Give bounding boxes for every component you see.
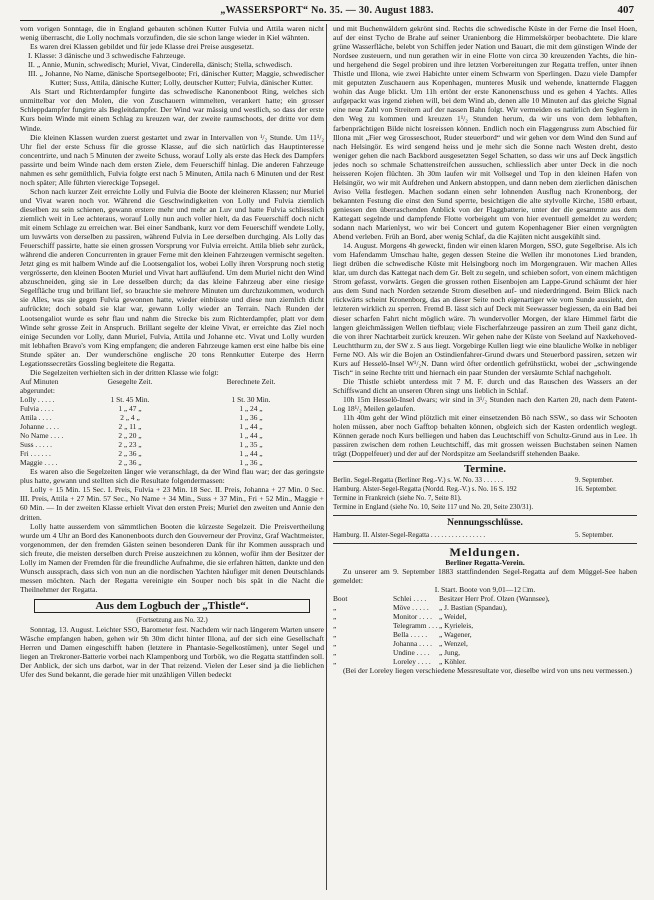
entry-cell: „ (333, 611, 337, 621)
right-column (333, 24, 637, 892)
entry-cell: Undine . . . . (393, 648, 430, 658)
article-paragraph: 11h 40m geht der Wind plötzlich mit einer einsetzenden Bö nach SSW., so dass wir Schooten holen müssen, aber noch Gafftop behalten können, obgleich sich der Kasten ordentlich weglegt. Können gerade noch Kurs belliegen und haben das Leuchtschiff von Schultz-Grund aus in Lee. 1h passiren zwischen dem rothen Leuchtschiff, das mit grossen weissen Buchstaben seinen Namen trägt (Doppelfeuer) und der auf der Nordspitze am Seelandsriff stehenden Baake. (333, 413, 637, 459)
table-row (20, 431, 324, 440)
termine-title: Termine. (463, 463, 507, 476)
termine-list (333, 476, 637, 512)
table-cell: 2 „ 11 „ (118, 422, 142, 432)
table-cell: Attila . . . . (20, 413, 52, 423)
entry-cell: Loreley . . . . (393, 657, 431, 667)
article-paragraph: Es waren also die Segelzeiten länger wie veranschlagt, da der Wind flau war; der das geringste plus hatte, gewann und stellten sich die Resultate folgendermassen: (20, 467, 324, 486)
entry-cell: „ (333, 630, 337, 639)
results-table (20, 395, 324, 467)
entry-row (333, 657, 637, 666)
termin-row (333, 494, 637, 503)
page-number: 407 (617, 4, 634, 16)
table-cell: Fri . . . . . . (20, 449, 51, 459)
nennung-section (333, 515, 637, 539)
meldungen-class: I. Start. Boote von 9,01—12 □m. (434, 584, 536, 594)
table-cell: 1 „ 36 „ (239, 413, 263, 423)
logbook-subtitle: (Fortsetzung aus No. 32.) (136, 616, 208, 624)
header-rule (20, 20, 634, 21)
table-cell: No Name . . . . (20, 431, 64, 441)
table-row (20, 404, 324, 413)
entry-cell: „ (333, 639, 337, 649)
article-paragraph: 10h 15m Hesselö-Insel dwars; wir sind in 3¹/₂ Stunden nach den Karten 20, nach dem Patent-Log 18¹/₂ Meilen gelaufen. (333, 394, 637, 413)
entry-row (333, 612, 637, 621)
entry-cell: Schlei . . . . (393, 593, 427, 603)
termin-row (333, 503, 637, 512)
left-column (20, 24, 324, 892)
entry-row (333, 639, 637, 648)
termine-section (333, 461, 637, 512)
nennung-list (333, 531, 637, 540)
entry-cell: Monitor . . . . (393, 611, 433, 621)
entry-cell: Boot (333, 593, 348, 603)
class-list-item: I. Klasse: 3 dänische und 3 schwedische Fahrzeuge. (28, 51, 186, 61)
table-row (20, 395, 324, 404)
meldungen-note: (Bei der Loreley liegen verschiedene Messresultate vor, dieselbe wird von uns neu vermessen.) (343, 666, 633, 676)
entry-cell: „ Weidel, (439, 611, 467, 621)
article-paragraph: Lolly hatte ausserdem von sämmtlichen Booten die kürzeste Segelzeit. Die Preisvertheilung wurde um 4 Uhr an Bord des Kanonenboots durch den Gouverneur der Provinz, Graf Wachtmeister, vorgenommen, der den fremden Gästen seinen besonderen Dank für ihr Kommen aussprach und sich freute, die meisten derselben durch Preise auszeichnen zu können, wofür ihm der Besitzer der Lolly im Namen der Fremden für die freundliche Aufnahme, die sie erfahren hätten, dankte und den Wunsch aussprach, dass sich von nun an die nordischen Yachten häufiger mit denen Deutschlands messen möchten. Nach der Regatta vereinigte ein Souper noch bis spät in die Nacht die Theilnehmer der Regatta. (20, 521, 324, 594)
nennung-event: Hamburg. II. Alster-Segel-Regatta . . . . . . . . . . . . . . . . (333, 530, 486, 539)
entry-cell: Telegramm . . . (393, 620, 438, 630)
meldungen-section (333, 543, 637, 676)
results-table-header (20, 377, 324, 395)
termin-date (575, 494, 637, 503)
table-cell: 1 „ 44 „ (239, 422, 263, 432)
table-header-cell: Gesegelte Zeit. (107, 376, 153, 386)
entry-cell: Möve . . . . . (393, 602, 429, 612)
table-cell: Fulvia . . . . (20, 403, 54, 413)
table-cell: 1 „ 36 „ (239, 458, 263, 468)
logbook-title: Aus dem Logbuch der „Thistle“. (95, 599, 249, 612)
table-row (20, 422, 324, 431)
entry-cell: „ J. Bastian (Spandau), (439, 602, 507, 612)
article-paragraph: und mit Buchenwäldern gekrönt sind. Rechts die schwedische Küste in der Ferne die Insel Hoen, auf der einst Tycho de Brahe auf seiner Uranienborg die Himmelskörper beobachtete. Die klare grüne Wasserfläche, belebt von Schiffen jeder Nation und Bauart, die mit dem günstigen Winde der Nordsee zusteuern, und nun gerathen wir in eine Flotte von circa 30 kreuzenden Yachts, die hin- und hergehend die Segel probiren und ihre letzten Vorbereitungen zur Regatta treffen, unter ihnen Thistle und Illona, wie zwei Habichte unter einem Schwarm von Sperlingen. Dazu viele Dampfer mit geputzten Zuschauern aus Kopenhagen, munteres Musik und wehende, knatternde Flaggen wohin das Auge blickt. Um 11h ertönt der erste Kanonenschuss und es gehen 4 Yachts. Alles aufgepackt was irgend ziehen will, bei dem Wind ab, denen alle 10 Minuten auf das gleiche Signal eine neue Zahl von Streitern auf der nassen Bahn folgt. Wir vermeiden es natürlich den Seglern in den Weg zu kommen und kreuzen 1¹/₂ Stunden herum, da wir uns von dem lebhaften, farbenprächtigen Bilde nicht losreissen können. Endlich noch ein Flaggengruss zum Abschied für Illona mit „Fier weg Grosseschoot, Ruder steuerbord“ und wir gehen vor dem Wind den Sund auf nach Helsingör. Es wird sengend heiss und je mehr sich die Sonne nach Westen dreht, desto weniger gehen die nach Backbord ausgesetzten Segel Schatten, so dass wir uns auf Deck ängstlich jedes noch so schmale Schattenstreifchen aussuchen, schliesslich aber unter Deck in die noch heisseren Kojen flüchten. 3h 30m laufen wir mit Vollsegel und Top in den kleinen Hafen von Helsingör, wo wir mit Aufdrehen und Ankern abstoppen, und dann neben dem zierlichen dänischen Aviso Vella festlegen. Machen sodann einen sehr lohnenden Ausflug nach Kronenborg, der bekannten Festung die einst den Sund sperrte, besichtigen die alte stylvolle Kirche, 1580 erbaut, geniessen den überraschenden Anblick von der Flaggbatterie, unter der die gesammte aus dem Kattegatt segelnde und dampfende Flotte vorbeigeht um von hier eventuell gemeldet zu werden; sodann nach Marienlyst, wo wir bei Concert und gutem Kopenhagener Bier einen vergnügten Abend verleben. Früh an Bord, aber wenig Schlaf, da die Kajüten nicht ausgekühlt sind. (333, 24, 637, 242)
table-cell: 1 „ 35 „ (239, 440, 263, 450)
entry-cell: „ Köhler. (439, 657, 467, 667)
termin-date: 16. September. (575, 485, 617, 494)
masthead-title: „WASSERSPORT“ No. 35. — 30. August 1883. (220, 5, 434, 16)
article-paragraph: Lolly + 15 Min. 15 Sec. I. Preis, Fulvia + 23 Min. 18 Sec. II. Preis, Johanna + 27 Min. 0 Sec. III. Preis, Attila + 27 Min. 57 Sec., No Name + 34 Min., Suss + 37 Min., Fri + 52 Min., Maggie + 60 Min. — In der zweiten Klasse erhielt Vivat den ersten Preis; Muriel den zweiten und Annie den dritten. (20, 485, 324, 522)
meldungen-paragraph: Zu unserer am 9. September 1883 stattfindenden Segel-Regatta auf dem Müggel-See haben gemeldet: (333, 566, 637, 585)
table-header-cell: Auf Minuten abgerundet: (20, 376, 59, 395)
logbook-heading-frame (34, 599, 310, 613)
table-cell: 2 „ 23 „ (118, 440, 142, 450)
article-paragraph: Die Segelzeiten verhielten sich in der dritten Klasse wie folgt: (30, 367, 219, 377)
entry-cell: „ (333, 657, 337, 667)
termin-date: 9. September. (575, 476, 614, 485)
table-cell: Maggie . . . . (20, 458, 58, 468)
article-paragraph: 14. August. Morgens 4h geweckt, finden wir einen klaren Morgen, SSO, gute Segelbrise. Als ich vom Hafendamm Umschau halte, gegen dessen Steine die Wellen ihr monotones Lied branden, liegt drüben die schwedische Küste mit Helsingborg noch im Morgengrauen. Wir machen Alles klar, um durch das Kattegat nach dem Gr. Belt zu segeln, und schieben sofort, von einem mächtigen Strom gefasst, vorwärts. Gegen die grossen rothen Eisenbojen am Lappe-Grund schäumt der hier aus dem Sund nach Norden setzende Strom dieselben auf- und niederdringend. Beim Blick nach rückwärts scheint Kronenborg, das an dieser Seite noch eigenartiger wie vom Sunde aussieht, den letzteren wirklich zu sperren. Fremd B. lässt sich auf Deck mit Seewasser begiessen, da ein Bad bei dieser scharfen Fahrt nicht möglich wäre. 7h wundervoller Morgen, der klare Himmel färbt die langen gleichmässigen Wellen tiefblau; viele Fischerfahrzeuge passiren an zum Theil ganz dicht, die von ihrer Nachtarbeit zurück kreuzen. Wir gehen nahe der Küste von Seeland auf Naxkehoved-Leuchtthurm zu, der SW z. S aus liegt. Vorgebirge Kullen liegt wie eine blauliche Wolke in nebliger Ferne NO. Als wir die Bojen an Ostindienfahrer-Grund dwars und Steuerbord passiren, setzen wir Kurs auf Hesselö-Insel W¹/₂N. Dann wird öfter ordentlich gefrühstückt, wobei der „schwingende Tisch“ in seine Rechte tritt und hiernach ein paar Stunden der versäumte Schlaf nachgeholt. (333, 241, 637, 377)
article-paragraph: vom vorigen Sonntage, die in England gebauten schönen Kutter Fulvia und Attila waren nicht wenig überrascht, die Lolly nochmals vorzufinden, die sie schon lange wieder in Kiel wähnten. (20, 24, 324, 43)
entry-cell: „ Kyrieleis, (439, 620, 474, 630)
table-row (20, 458, 324, 467)
termin-event: Hamburg. Alster-Segel-Regatta (Nordd. Reg.-V.) s. No. 16 S. 192 (333, 485, 517, 494)
entry-cell: Bella . . . . . (393, 630, 428, 639)
table-cell: 1 „ 44 „ (239, 431, 263, 441)
table-cell: Lolly . . . . . (20, 394, 55, 404)
article-paragraph: Sonntag, 13. August. Leichter SSO, Barometer fest. Nachdem wir nach längerem Warten unsere Wäsche empfangen haben, gehen wir 9h 30m dicht hinter Illona, auf der sich eine Gesellschaft Herren und Damen eingeschifft haben (letztere in Phantasie-Segelkostümen), unter Segel und liegen an Trekroner-Batterie vorbei nach Klampenborg und Torbök, wo die Regatta stattfinden soll. Der Anblick, der sich uns darbot, war in der That reizend. Vielen der Leser sind ja die lieblichen Ufer des Sund bekannt, die gerade hier mit unzähligen Villen bedeckt (20, 625, 324, 680)
article-paragraph: Schon nach kurzer Zeit erreichte Lolly und Fulvia die Boote der kleineren Klassen; nur Muriel und Vivat waren noch vor. Während die Geschwindigkeiten von Lolly und Fulvia ziemlich dieselben zu sein schienen, gewann erstere mehr und mehr an Luv und hatte Fulvia schliesslich ziemlich weit in Lee achteraus, worauf Lolly nun auch voller hielt, da das Feuerschiff doch nicht mit einem Schlage zu erreichen war. Bei einer Sandbank, kurz vor dem Feuerschiff wendete Lolly, um luvwärts von derselben zu passiren, während Fulvia in Lee derselben durchging. Als Lolly das Feuerschiff passirte, hatte sie einen grossen Vorsprung vor Fulvia erreicht. Attila blieb sehr zurück, während die anderen Concurrenten in grauer Ferne mit den kleinen Fahrzeugen vermischt segelten. Jetzt ging es mit halbem Winde auf die Lootsengaliot los, wobei Lolly ihren Vorsprung noch stetig vergrösserte, den kleinen Booten Muriel und Vivat hart aufläufend. Um dem Muriel nicht den Wind abzuschneiden, ging sie in Lee desselben durch; da das kleine Fahrzeug aber eine riesige Segelfläche trug und brillant lief, so brauchte sie mehrere Minuten um durchzukommen, wodurch sie Alles, was sie gegen Fulvia gewonnen hatte, wieder einbüsste und diese nun ziemlich dicht aufrückte; doch sobald sie klar war, gewann Lolly wieder an Terrain. Nach Runden der Lootsengaliot wurde es sehr flau und nahm die Strecke bis zum Richterdampfer, platt vor dem Winde sehr grosse Zeit in Anspruch. Brillant segelte der kleine Vivat, er erreichte das Ziel noch einige Secunden vor Lolly, dann Muriel, Fulvia, Attila und Johanne etc. Vivat und Lolly wurden mit lebhaften Bravo's vom King empfangen; die anderen Fahrzeuge kamen erst eine halbe bis eine Stunde später an. Der wunderschöne englische 20 tons Rennkutter Euterpe des Herrn Legationssecretärs Gossling begleitete die Regatta. (20, 186, 324, 368)
entry-header (333, 594, 637, 603)
table-cell: 2 „ 20 „ (118, 431, 142, 441)
termin-event: Berlin. Segel-Regatta (Berliner Reg.-V.) s. W. No. 33 . . . . . . (333, 476, 503, 485)
class-list-item: II. „ Annie, Munin, schwedisch; Muriel, Vivat, Cinderella, dänisch; Stella, schwedisch. (28, 60, 293, 70)
table-cell: Suss . . . . . (20, 440, 53, 450)
entry-row (333, 630, 637, 639)
termin-event: Termine in Frankreich (siehe No. 7, Seite 81). (333, 494, 462, 503)
termin-row (333, 485, 637, 494)
table-cell: 1 „ 44 „ (239, 449, 263, 459)
meldungen-subtitle: Berliner Regatta-Verein. (445, 557, 525, 567)
entry-cell: „ Wenzel, (439, 639, 468, 649)
article-paragraph: Die kleinen Klassen wurden zuerst gestartet und zwar in Intervallen von ¹/₂ Stunde. Um 11¹/₂ Uhr fiel der erste Schuss für die grosse Klasse, auf die sich natürlich das Hauptinteresse concentrirte, und nach 5 Minuten der zweite Schuss, worauf Lolly als erste das Heck des Dampfers passirte und beim Winde nach dem ersten Ziele, dem Feuerschiff hinlag. Die anderen Fahrzeuge nahmen es sehr gemüthlich, Fulvia folgte erst nach 5 Minuten, Attila nach 6 Minuten und der Rest noch später; Alle führten viereckige Topsegel. (20, 132, 324, 187)
article-paragraph: Als Start und Richterdampfer fungirte das schwedische Kanonenboot Ring, welches sich unmittelbar vor den Molen, die von Zuschauern wimmelten, verankert hatte; ein grosser Schleppdampfer fungirte als Begleitdampfer. Der Wind war mässig und westlich, so dass der erste Kurs beim Winde mit einem Schlag zu kreuzen war, der zweite raumschoots, der dritte vor dem Winde. (20, 87, 324, 133)
entry-cell: „ Wagener, (439, 630, 472, 639)
table-cell: 1 St. 30 Min. (231, 394, 271, 404)
entry-row (333, 621, 637, 630)
termin-row (333, 476, 637, 485)
article-paragraph: Es waren drei Klassen gebildet und für jede Klasse drei Preise ausgesetzt. (30, 42, 254, 52)
meldungen-title: Meldungen. (449, 544, 521, 559)
entry-row (333, 648, 637, 657)
entry-cell: „ (333, 648, 337, 658)
termin-date (575, 503, 637, 512)
entry-row (333, 603, 637, 612)
column-divider (326, 24, 327, 890)
table-cell: 1 St. 45 Min. (110, 394, 150, 404)
page-header (20, 6, 634, 20)
table-cell: 1 „ 47 „ (118, 403, 142, 413)
entry-cell: „ (333, 620, 337, 630)
entry-cell: „ (333, 602, 337, 612)
table-cell: 1 „ 24 „ (239, 403, 263, 413)
article-paragraph: Die Thistle schiebt unterdess mit 7 M. F. durch und das Rauschen des Wassers an der Schiffswand dicht an unseren Ohren singt uns lieblich in Schlaf. (333, 376, 637, 395)
entry-cell: Johanna . . . . (393, 639, 432, 649)
table-header-cell: Berechnete Zeit. (226, 376, 276, 386)
table-cell: Johanne . . . . (20, 422, 59, 432)
entry-cell: „ Jung, (439, 648, 460, 658)
table-row (20, 413, 324, 422)
nennung-date: 5. September. (575, 530, 614, 539)
termin-event: Termine in England (siehe No. 10, Seite 117 und No. 20, Seite 230/31). (333, 503, 534, 512)
nennung-title: Nennungsschlüsse. (447, 518, 523, 529)
table-cell: 2 „ 4 „ (120, 413, 140, 423)
entry-cell: Besitzer Herr Prof. Olzen (Wannsee), (439, 593, 550, 603)
table-cell: 2 „ 36 „ (118, 458, 142, 468)
table-row (20, 440, 324, 449)
nennung-row (333, 531, 637, 540)
entry-list (333, 603, 637, 666)
table-row (20, 449, 324, 458)
table-cell: 2 „ 36 „ (118, 449, 142, 459)
class-list-item: III. „ Johanne, No Name, dänische Sportsegelboote; Fri, dänischer Kutter; Maggie, schwedischer Kutter; Suss, Attila, dänische Kutter; Lolly, deutscher Kutter; Fulvia, dänischer Kutter. (28, 69, 324, 88)
